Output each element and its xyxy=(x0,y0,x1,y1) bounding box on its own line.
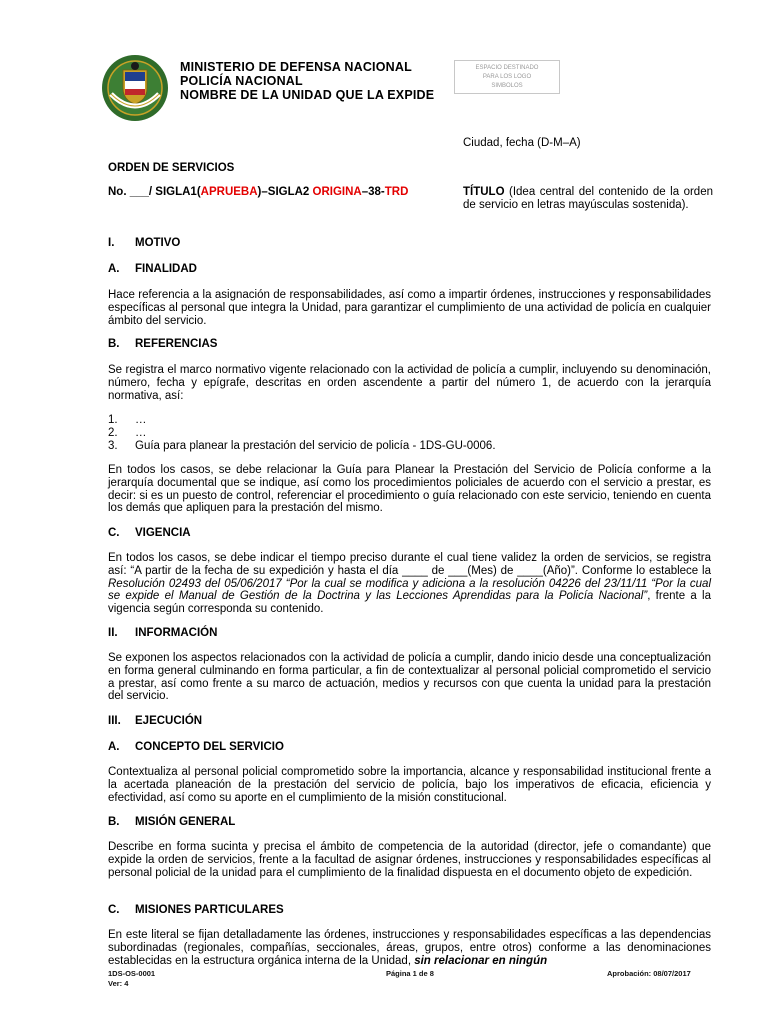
mision-general-paragraph: Describe en forma sucinta y precisa el ámbito de competencia de la autoridad (director, jefe o comandante) que expide la orden de servicios, frente a la facultad de asignar órdenes, instrucciones y responsabilidades específicas al personal policial de la unidad para el cumplimiento de la finalidad dispuesta en el documento objeto de expedición. xyxy=(108,841,711,879)
list-item xyxy=(108,414,711,427)
titulo-label: TÍTULO xyxy=(463,186,505,198)
section-iiic-heading xyxy=(108,904,284,916)
police-crest-logo xyxy=(101,54,169,122)
section-ic-title: VIGENCIA xyxy=(135,527,191,539)
list-item-text: … xyxy=(135,414,147,426)
misiones-particulares-paragraph xyxy=(108,929,711,967)
number-trd: TRD xyxy=(384,186,409,198)
document-version: Ver: 4 xyxy=(108,979,129,988)
document-number xyxy=(108,186,408,198)
list-item xyxy=(108,440,711,453)
section-ib-number: B. xyxy=(108,338,120,350)
list-item-text: Guía para planear la prestación del servicio de policía - 1DS-GU-0006. xyxy=(135,439,496,452)
informacion-paragraph: Se exponen los aspectos relacionados con la actividad de policía a cumplir, dando inicio desde una conceptualización en forma general culminando en forma particular, a fin de contextualizar al personal policial comprometido el servicio a prestar, así como frente a su marco de actuación, medios y recursos con que cuenta la unidad para la prestación del servicio. xyxy=(108,652,711,703)
section-iii-heading xyxy=(108,715,202,727)
misiones-emphasis: sin relacionar en ningún xyxy=(414,954,548,967)
section-iii-title: EJECUCIÓN xyxy=(135,715,203,727)
number-origina: ORIGINA xyxy=(312,186,362,198)
page-number: Página 1 de 8 xyxy=(386,969,434,978)
number-suffix: –38- xyxy=(361,186,385,198)
section-ia-number: A. xyxy=(108,263,120,275)
section-iiib-heading xyxy=(108,816,235,828)
titulo-text: (Idea central del contenido de la orden de servicio en letras mayúsculas sostenida). xyxy=(463,186,713,211)
referencias-paragraph: Se registra el marco normativo vigente relacionado con la actividad de policía a cumplir, incluyendo su denominación, número, fecha y epígrafe, descritas en orden ascendente a partir del número 1, de acuerdo con la jerarquía normativa, así: xyxy=(108,364,711,402)
section-ii-title: INFORMACIÓN xyxy=(135,627,218,639)
number-aprueba: APRUEBA xyxy=(200,186,258,198)
section-ia-title: FINALIDAD xyxy=(135,263,197,275)
section-i-number: I. xyxy=(108,237,115,249)
document-type: ORDEN DE SERVICIOS xyxy=(108,162,235,174)
section-i-title: MOTIVO xyxy=(135,237,181,249)
referencias-list xyxy=(108,414,711,452)
section-iiic-title: MISIONES PARTICULARES xyxy=(135,904,284,916)
number-mid: )–SIGLA2 xyxy=(257,186,313,198)
section-ic-number: C. xyxy=(108,527,120,539)
list-item-text: … xyxy=(135,426,147,439)
approval-date: Aprobación: 08/07/2017 xyxy=(607,969,691,978)
section-ib-title: REFERENCIAS xyxy=(135,338,218,350)
section-iiic-number: C. xyxy=(108,904,120,916)
header-titles xyxy=(180,60,434,102)
section-ii-heading xyxy=(108,627,217,639)
logo-placeholder-box xyxy=(454,60,560,94)
unit-name: NOMBRE DE LA UNIDAD QUE LA EXPIDE xyxy=(180,88,435,102)
footer-code-block xyxy=(108,969,155,989)
logo-box-line-2: PARA LOS LOGO xyxy=(482,74,532,80)
police-name: POLICÍA NACIONAL xyxy=(180,74,303,88)
list-item-number: 3. xyxy=(108,439,118,452)
logo-box-line-3: SIMBOLOS xyxy=(491,83,523,89)
section-i-heading xyxy=(108,237,180,249)
logo-box-line-1: ESPACIO DESTINADO xyxy=(475,65,539,71)
misiones-text: En este literal se fijan detalladamente las órdenes, instrucciones y responsabilidades específicas a las dependencias subordinadas (regionales, compañías, seccionales, áreas, grupos, entre otros) conforme a las denominaciones establecidas en la estructura orgánica interna de la Unidad, xyxy=(108,929,711,967)
section-ic-heading xyxy=(108,527,191,539)
section-iii-number: III. xyxy=(108,715,121,727)
finalidad-paragraph: Hace referencia a la asignación de responsabilidades, así como a impartir órdenes, instrucciones y responsabilidades específicas al personal que integra la Unidad, para garantizar el cumplimiento de una actividad de policía en cualquier ámbito del servicio. xyxy=(108,289,711,327)
vigencia-resolution-citation: Resolución 02493 del 05/06/2017 “Por la cual se modifica y adiciona a la resolución 04226 del 23/11/11 “Por la cual se expide el Manual de Gestión de la Doctrina y las Lecciones Aprendidas para la Policía Nacional” xyxy=(108,577,711,603)
section-iiia-title: CONCEPTO DEL SERVICIO xyxy=(135,741,284,753)
section-ii-number: II. xyxy=(108,627,118,639)
section-iiib-title: MISIÓN GENERAL xyxy=(135,816,236,828)
list-item-number: 1. xyxy=(108,414,118,426)
vigencia-paragraph xyxy=(108,552,711,616)
ministry-name: MINISTERIO DE DEFENSA NACIONAL xyxy=(180,60,412,74)
document-title xyxy=(463,186,713,212)
referencias-paragraph-2: En todos los casos, se debe relacionar la Guía para Planear la Prestación del Servicio de Policía conforme a la jerarquía documental que se indique, así como los procedimientos policiales de acuerdo con el servicio a prestar, es decir: si es un puesto de control, referenciar el procedimiento o guía relacionado con este servicio, teniendo en cuenta los demás que apliquen para la prestación del mismo. xyxy=(108,464,711,515)
vigencia-text-b: , frente a la vigencia según corresponda su contenido. xyxy=(108,590,711,616)
section-ib-heading xyxy=(108,338,217,350)
section-iiia-number: A. xyxy=(108,741,120,753)
number-prefix: No. ___/ SIGLA1( xyxy=(108,186,201,198)
section-ia-heading xyxy=(108,263,197,275)
vigencia-text-a: En todos los casos, se debe indicar el tiempo preciso durante el cual tiene validez la orden de servicios, se registra así: “A partir de la fecha de su expedición y hasta el día ____ de ___(Mes) de ____(Año)”. Conforme lo establece la xyxy=(108,552,711,577)
list-item xyxy=(108,427,711,440)
section-iiia-heading xyxy=(108,741,284,753)
document-code: 1DS-OS-0001 xyxy=(108,969,156,978)
list-item-number: 2. xyxy=(108,426,118,439)
section-iiib-number: B. xyxy=(108,816,120,828)
concepto-paragraph: Contextualiza al personal policial comprometido sobre la importancia, alcance y responsabilidad institucional frente a la acertada planeación de la prestación del servicio de policía, bajo los imperativos de eficacia, eficiencia y efectividad, así como su aporte en el cumplimiento de la misión constitucional. xyxy=(108,766,711,804)
city-date: Ciudad, fecha (D-M–A) xyxy=(463,137,581,149)
